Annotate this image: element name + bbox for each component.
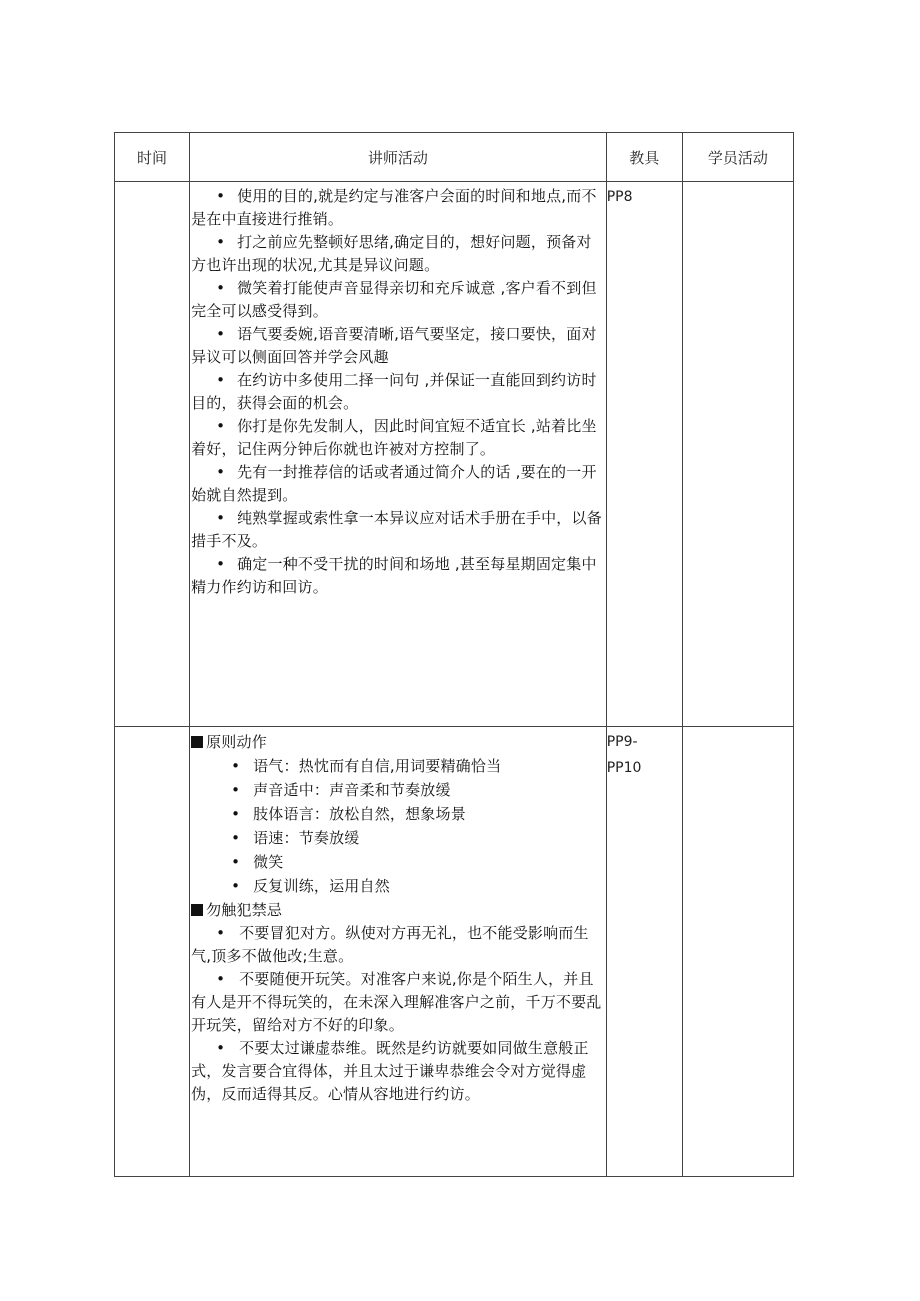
list-item: • 肢体语言：放松自然，想象场景 xyxy=(191,802,605,826)
bullet-paragraph: • 在约访中多使用二择一问句 ,并保证一直能回到约访时目的，获得会面的机会。 xyxy=(191,371,597,412)
teacher-activity-cell xyxy=(190,182,607,727)
bullet-paragraph: • 先有一封推荐信的话或者通过简介人的话 ,要在的一开始就自然提到。 xyxy=(191,463,597,504)
bullet-icon: • xyxy=(231,781,241,799)
bullet-icon: • xyxy=(216,187,226,205)
bullet-paragraph: • 你打是你先发制人，因此时间宜短不适宜长 ,站着比坐着好，记住两分钟后你就也许被对方控制了。 xyxy=(191,417,597,458)
bullet-icon: • xyxy=(216,371,226,389)
bullet-icon: • xyxy=(231,757,241,775)
bullet-icon: • xyxy=(216,509,226,527)
table-row xyxy=(115,182,794,727)
tools-cell xyxy=(606,182,682,727)
tools-label: PP10 xyxy=(606,760,642,776)
bullet-icon: • xyxy=(216,970,226,988)
bullet-paragraph: • 微笑着打能使声音显得亲切和充斥诚意 ,客户看不到但完全可以感受得到。 xyxy=(191,279,597,320)
list-item: • 反复训练，运用自然 xyxy=(191,874,605,898)
bullet-icon: • xyxy=(231,877,241,895)
bullet-icon: • xyxy=(216,417,226,435)
header-tools: 教具 xyxy=(606,133,682,182)
bullet-icon: • xyxy=(216,325,226,343)
lesson-plan-table xyxy=(114,132,794,1177)
bullet-icon: • xyxy=(216,1039,226,1057)
time-cell xyxy=(115,182,190,727)
bullet-icon: • xyxy=(216,233,226,251)
header-time: 时间 xyxy=(115,133,190,182)
table-row xyxy=(115,727,794,1177)
tools-label: PP8 xyxy=(606,189,633,205)
bullet-icon: • xyxy=(231,853,241,871)
bullet-icon: • xyxy=(216,555,226,573)
bullet-paragraph: • 打之前应先整顿好思绪,确定目的，想好问题，预备对方也许出现的状况,尤其是异议问题。 xyxy=(191,233,592,274)
tools-cell xyxy=(606,727,682,1177)
bullet-icon: • xyxy=(216,463,226,481)
bullet-paragraph: • 不要太过谦虚恭维。既然是约访就要如同做生意般正式，发言要合宜得体，并且太过于谦卑恭维会令对方觉得虚伪，反而适得其反。心情从容地进行约访。 xyxy=(191,1039,589,1103)
tools-label: PP9- xyxy=(606,734,638,750)
principles-list xyxy=(191,754,605,898)
list-item: • 语气：热忱而有自信,用词要精确恰当 xyxy=(191,754,605,778)
list-item: • 微笑 xyxy=(191,850,605,874)
black-square-icon xyxy=(191,904,203,916)
black-square-icon xyxy=(191,736,203,748)
time-cell xyxy=(115,727,190,1177)
list-item: • 声音适中：声音柔和节奏放缓 xyxy=(191,778,605,802)
student-activity-cell xyxy=(682,727,793,1177)
bullet-paragraph: • 语气要委婉,语音要清晰,语气要坚定，接口要快，面对异议可以侧面回答并学会风趣 xyxy=(191,325,597,366)
section-heading-principles: 原则动作 xyxy=(191,731,605,754)
bullet-paragraph: • 纯熟掌握或索性拿一本异议应对话术手册在手中，以备措手不及。 xyxy=(191,509,602,550)
bullet-icon: • xyxy=(216,279,226,297)
bullet-icon: • xyxy=(231,829,241,847)
section-heading-taboos: 勿触犯禁忌 xyxy=(191,899,605,922)
header-student-activity: 学员活动 xyxy=(682,133,793,182)
bullet-paragraph: • 确定一种不受干扰的时间和场地 ,甚至每星期固定集中精力作约访和回访。 xyxy=(191,555,597,596)
bullet-icon: • xyxy=(216,924,226,942)
header-row xyxy=(115,133,794,182)
header-teacher-activity: 讲师活动 xyxy=(190,133,607,182)
bullet-paragraph: • 不要冒犯对方。纵使对方再无礼，也不能受影响而生气,顶多不做他改;生意。 xyxy=(191,924,589,965)
list-item: • 语速：节奏放缓 xyxy=(191,826,605,850)
bullet-paragraph: • 使用的目的,就是约定与准客户会面的时间和地点,而不是在中直接进行推销。 xyxy=(191,187,597,228)
teacher-activity-cell xyxy=(190,727,607,1177)
bullet-icon: • xyxy=(231,805,241,823)
bullet-paragraph: • 不要随便开玩笑。对准客户来说,你是个陌生人，并且有人是开不得玩笑的，在未深入理解准客户之前，千万不要乱开玩笑，留给对方不好的印象。 xyxy=(191,970,602,1034)
student-activity-cell xyxy=(682,182,793,727)
